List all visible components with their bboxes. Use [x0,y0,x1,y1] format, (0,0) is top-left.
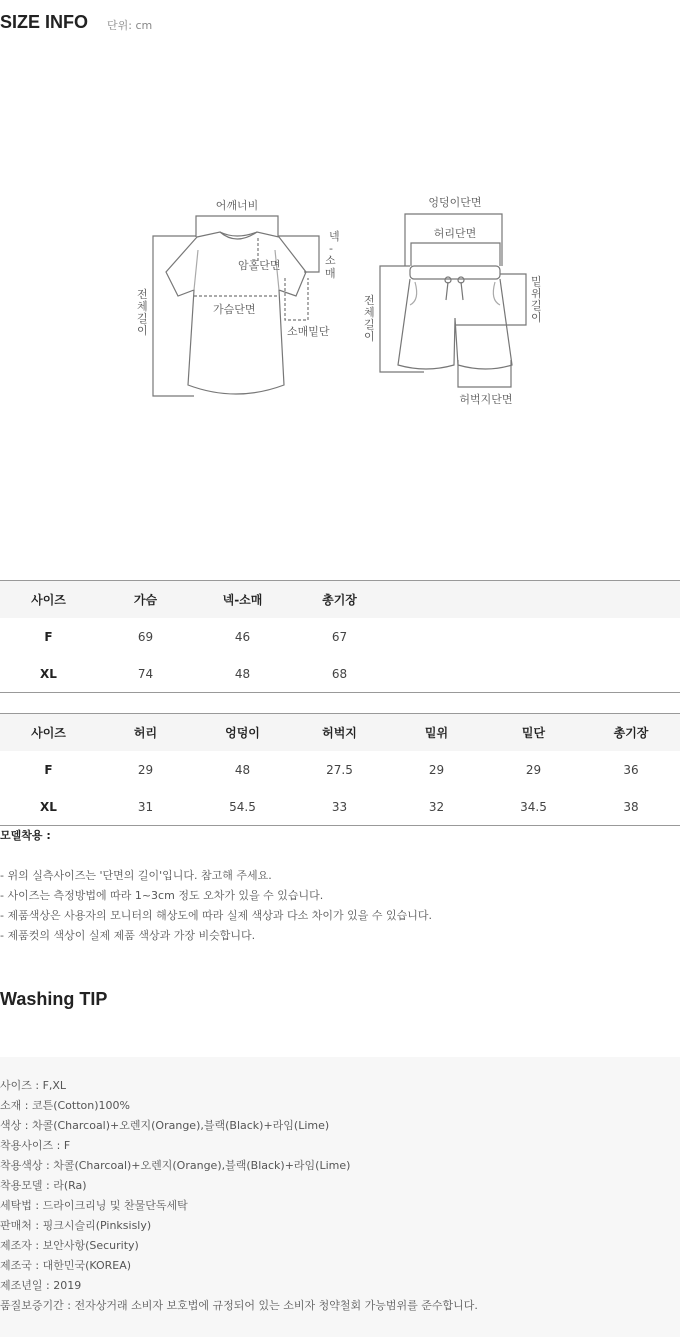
label-neck-sleeve [325,229,343,280]
label-hip: 엉덩이단면 [428,196,482,209]
label-neck-sleeve-3: 소 [325,254,336,267]
product-info-list [0,1076,478,1316]
header-hem: 밑단 [485,714,582,752]
cell-value: 27.5 [326,762,353,777]
header-waist: 허리 [97,714,194,752]
size-diagrams [0,190,680,420]
cell-value: 34.5 [520,799,547,814]
label-top-length-4: 이 [137,324,148,337]
label-top-length-2: 체 [137,300,148,313]
cell-value: 48 [234,666,251,681]
cell-value: 29 [428,762,445,777]
cell-size: XL [40,666,57,681]
label-armhole: 암홀단면 [238,259,281,272]
label-sleeve-hem: 소매밑단 [287,325,330,338]
cell-empty [388,618,680,655]
cell-size: F [44,629,53,644]
table-row [0,751,680,788]
bottom-size-table [0,713,680,826]
label-neck-sleeve-2: - [329,242,333,255]
header-size: 사이즈 [0,714,97,752]
cell-value: 54.5 [229,799,256,814]
cell-value: 68 [331,666,348,681]
cell-value: 69 [137,629,154,644]
info-item: 착용모델 : 라(Ra) [0,1179,87,1192]
header-rise: 밑위 [388,714,485,752]
info-item: 착용사이즈 : F [0,1139,71,1152]
header-size: 사이즈 [0,581,97,619]
label-neck-sleeve-1: 넥 [329,230,340,243]
top-size-table [0,580,680,693]
header-empty [388,581,680,619]
label-thigh: 허벅지단면 [459,393,513,406]
cell-value: 74 [137,666,154,681]
page-title: SIZE INFO [0,12,89,32]
table-row [0,788,680,826]
note-item: - 사이즈는 측정방법에 따라 1~3cm 정도 오차가 있을 수 있습니다. [0,889,324,902]
info-item: 착용색상 : 차콜(Charcoal)+오렌지(Orange),블랙(Black)+라임(Lime) [0,1159,351,1172]
cell-value: 36 [623,762,639,777]
table-row [0,618,680,655]
label-rise-1: 밑 [531,275,542,288]
label-neck-sleeve-4: 매 [325,267,336,280]
cell-value: 46 [234,629,251,644]
info-item: 색상 : 차콜(Charcoal)+오렌지(Orange),블랙(Black)+라임(Lime) [0,1119,330,1132]
info-item: 사이즈 : F,XL [0,1079,67,1092]
header-total-length: 총기장 [582,714,680,752]
info-item: 제조자 : 보안사항(Security) [0,1239,139,1252]
info-item: 제조년일 : 2019 [0,1279,82,1292]
cell-size: F [44,762,53,777]
table-header-row [0,714,680,752]
table-row [0,655,680,693]
note-item: - 제품컷의 색상이 실제 제품 색상과 가장 비슷합니다. [0,929,256,942]
label-bottom-length-1: 전 [364,294,375,307]
cell-empty [388,655,680,693]
model-wear-label: 모델착용 : [0,829,51,842]
label-bottom-length-2: 체 [364,306,375,319]
header-chest: 가슴 [97,581,194,619]
cell-value: 32 [428,799,445,814]
info-item: 소재 : 코튼(Cotton)100% [0,1099,130,1112]
label-rise-3: 길 [531,299,542,312]
label-waist: 허리단면 [433,227,477,240]
label-chest: 가슴단면 [213,303,256,316]
info-item: 제조국 : 대한민국(KOREA) [0,1259,132,1272]
label-shoulder-width: 어깨너비 [215,199,259,212]
cell-value: 31 [137,799,154,814]
label-bottom-length [364,293,378,343]
label-rise-2: 위 [531,287,542,300]
label-top-length-1: 전 [137,288,148,301]
note-item: - 제품색상은 사용자의 모니터의 해상도에 따라 실제 색상과 다소 차이가 있을 수 있습니다. [0,909,432,922]
washing-tip-title: Washing TIP [0,989,108,1009]
cell-value: 29 [137,762,154,777]
info-item: 세탁법 : 드라이크리닝 및 찬물단독세탁 [0,1199,188,1212]
info-item: 판매처 : 핑크시슬리(Pinksisly) [0,1219,152,1232]
label-bottom-length-4: 이 [364,330,375,343]
unit-label: 단위: cm [107,19,153,32]
header-thigh: 허벅지 [291,714,388,752]
table-header-row [0,581,680,619]
cell-value: 38 [623,799,639,814]
cell-value: 33 [331,799,348,814]
size-notes [0,866,432,946]
label-rise-4: 이 [531,311,542,324]
header-hip: 엉덩이 [194,714,291,752]
label-rise [531,274,545,324]
note-item: - 위의 실측사이즈는 '단면의 길이'입니다. 참고해 주세요. [0,869,272,882]
cell-size: XL [40,799,57,814]
cell-value: 29 [525,762,542,777]
cell-value: 48 [234,762,251,777]
cell-value: 67 [331,629,348,644]
info-item: 품질보증기간 : 전자상거래 소비자 보호법에 규정되어 있는 소비자 청약철회 가능범위를 준수합니다. [0,1299,478,1312]
header-neck-sleeve: 넥-소매 [194,581,291,619]
label-top-length [137,287,151,337]
label-bottom-length-3: 길 [364,318,375,331]
label-top-length-3: 길 [137,312,148,325]
header-total-length: 총기장 [291,581,388,619]
shorts-diagram [398,266,512,369]
